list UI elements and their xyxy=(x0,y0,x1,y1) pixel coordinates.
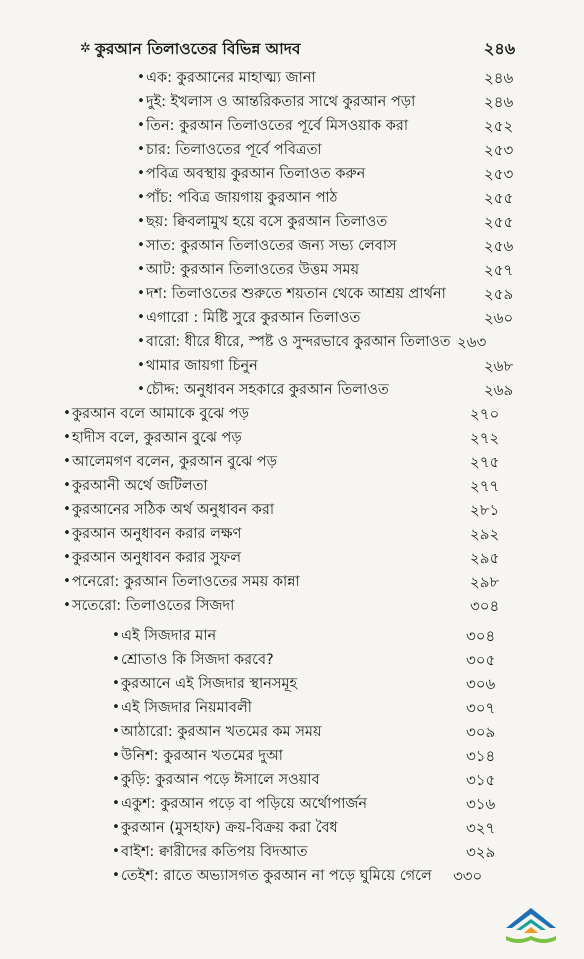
entry-title: কুরআনী অর্থে জটিলতা xyxy=(72,478,208,494)
entry-page-number: ২৯৫ xyxy=(470,549,500,567)
entry-title: পনেরো: কুরআন তিলাওতের সময় কান্না xyxy=(72,574,300,590)
bullet-icon: • xyxy=(63,454,71,469)
entry-title: কুরআনের সঠিক অর্থ অনুধাবন করা xyxy=(72,502,275,518)
entry-title: উনিশ: কুরআন খতমের দুআ xyxy=(121,748,283,764)
entry-title: এই সিজদার মান xyxy=(121,628,217,644)
toc-main-item xyxy=(0,450,584,474)
entry-title: থামার জায়গা চিনুন xyxy=(146,358,258,374)
entry-title: এক: কুরআনের মাহাত্ম্য জানা xyxy=(146,70,316,86)
entry-page-number: ৩১৪ xyxy=(466,747,496,765)
entry-page-number: ২৫৫ xyxy=(484,213,514,231)
toc-sub-item xyxy=(0,138,584,162)
bullet-icon: • xyxy=(137,334,145,349)
bullet-icon: • xyxy=(137,262,145,277)
toc-sub-item xyxy=(0,162,584,186)
entry-page-number: ২৭২ xyxy=(470,429,500,447)
bullet-icon: • xyxy=(63,478,71,493)
entry-title: ছয়: ক্বিবলামুখ হয়ে বসে কুরআন তিলাওত xyxy=(146,214,388,230)
toc-sub-item xyxy=(0,90,584,114)
toc-main-item xyxy=(0,594,584,618)
bullet-icon: • xyxy=(137,214,145,229)
entry-page-number: ৩০৪ xyxy=(470,597,500,615)
entry-title: কুরআন অনুধাবন করার সুফল xyxy=(72,550,242,566)
bullet-icon: • xyxy=(137,310,145,325)
entry-page-number: ২৭০ xyxy=(470,405,500,423)
entry-page-number: ২৫৭ xyxy=(484,261,514,279)
entry-title: তেইশ: রাতে অভ্যাসগত কুরআন না পড়ে ঘুমিয়ে গেলে xyxy=(121,868,432,884)
bullet-icon: • xyxy=(63,406,71,421)
entry-title: বারো: ধীরে ধীরে, স্পষ্ট ও সুন্দরভাবে কুরআন তিলাওত xyxy=(146,334,451,350)
entry-page-number: ২৬৯ xyxy=(484,381,514,399)
entry-page-number: ২৬৮ xyxy=(484,357,514,375)
bullet-icon: • xyxy=(63,430,71,445)
entry-title: বাইশ: ক্বারীদের কতিপয় বিদআত xyxy=(121,844,308,860)
entry-page-number: ২৫৫ xyxy=(484,189,514,207)
entry-title: কুরআনে এই সিজদার স্থানসমূহ xyxy=(121,676,298,692)
toc-sub-item xyxy=(0,186,584,210)
entry-page-number: ২৬৩ xyxy=(457,333,487,351)
entry-title: আঠারো: কুরআন খতমের কম সময় xyxy=(121,724,322,740)
entry-title: আলেমগণ বলেন, কুরআন বুঝে পড় xyxy=(72,454,278,470)
heading-page-number: ২৪৬ xyxy=(484,39,516,58)
bullet-icon: • xyxy=(112,868,120,883)
entry-page-number: ২৫৯ xyxy=(484,285,514,303)
entry-title: এই সিজদার নিয়মাবলী xyxy=(121,700,252,716)
entry-page-number: ৩৩০ xyxy=(453,867,483,885)
entry-page-number: ৩০৯ xyxy=(466,723,496,741)
toc-sajda-item xyxy=(0,720,584,744)
bullet-icon: • xyxy=(112,652,120,667)
entry-page-number: ২৭৫ xyxy=(470,453,500,471)
entry-title: দুই: ইখলাস ও আন্তরিকতার সাথে কুরআন পড়া xyxy=(146,94,416,110)
bullet-icon: • xyxy=(137,358,145,373)
entry-page-number: ২৫৩ xyxy=(484,141,514,159)
entry-page-number: ৩০৭ xyxy=(466,699,496,717)
entry-title: কুড়ি: কুরআন পড়ে ঈসালে সওয়াব xyxy=(121,772,320,788)
toc-sub-item xyxy=(0,114,584,138)
entry-page-number: ২৪৬ xyxy=(484,69,514,87)
entry-title: চার: তিলাওতের পূর্বে পবিত্রতা xyxy=(146,142,322,158)
toc-sub-item xyxy=(0,282,584,306)
bullet-icon: • xyxy=(137,94,145,109)
toc-sajda-item xyxy=(0,816,584,840)
toc-sub-item xyxy=(0,66,584,90)
entry-page-number: ২৫২ xyxy=(484,117,514,135)
heading-title: কুরআন তিলাওতের বিভিন্ন আদব xyxy=(95,40,301,58)
entry-page-number: ২৯৮ xyxy=(470,573,500,591)
toc-sajda-item xyxy=(0,864,584,888)
entry-title: চৌদ্দ: অনুধাবন সহকারে কুরআন তিলাওত xyxy=(146,382,389,398)
bullet-icon: • xyxy=(137,190,145,205)
bullet-icon: • xyxy=(63,550,71,565)
entry-title: কুরআন অনুধাবন করার লক্ষণ xyxy=(72,526,242,542)
toc-sub-item xyxy=(0,306,584,330)
toc-sajda-item xyxy=(0,768,584,792)
toc-sajda-item xyxy=(0,744,584,768)
entry-title: পাঁচ: পবিত্র জায়গায় কুরআন পাঠ xyxy=(146,190,338,206)
bullet-icon: • xyxy=(137,142,145,157)
entry-title: সতেরো: তিলাওতের সিজদা xyxy=(72,598,235,614)
bullet-icon: • xyxy=(112,628,120,643)
bullet-icon: • xyxy=(112,700,120,715)
toc-main-item xyxy=(0,426,584,450)
bullet-icon: • xyxy=(63,598,71,613)
toc-sajda-item xyxy=(0,696,584,720)
toc-sub-item xyxy=(0,354,584,378)
bullet-icon: • xyxy=(112,820,120,835)
toc-sajda-item xyxy=(0,792,584,816)
entry-title: হাদীস বলে, কুরআন বুঝে পড় xyxy=(72,430,242,446)
entry-page-number: ৩১৫ xyxy=(466,771,496,789)
toc-main-item xyxy=(0,570,584,594)
bullet-icon: • xyxy=(137,286,145,301)
entry-page-number: ৩০৬ xyxy=(466,675,496,693)
entry-page-number: ৩০৫ xyxy=(466,651,496,669)
entry-page-number: ২৯২ xyxy=(470,525,500,543)
entry-page-number: ২৬০ xyxy=(484,309,514,327)
bullet-icon: • xyxy=(137,118,145,133)
entry-title: একুশ: কুরআন পড়ে বা পড়িয়ে অর্থোপার্জন xyxy=(121,796,368,812)
toc-sub-item xyxy=(0,378,584,402)
bullet-icon: • xyxy=(112,676,120,691)
entry-title: শ্রোতাও কি সিজদা করবে? xyxy=(121,652,274,668)
entry-title: এগারো : মিষ্টি সুরে কুরআন তিলাওত xyxy=(146,310,361,326)
entry-page-number: ২৭৭ xyxy=(470,477,500,495)
bullet-icon: • xyxy=(137,166,145,181)
toc-sajda-item xyxy=(0,624,584,648)
publisher-logo xyxy=(500,902,562,946)
entry-page-number: ৩০৪ xyxy=(466,627,496,645)
bullet-icon: • xyxy=(137,238,145,253)
entry-page-number: ২৫৬ xyxy=(484,237,514,255)
entry-page-number: ২৫৩ xyxy=(484,165,514,183)
bullet-icon: • xyxy=(112,844,120,859)
entry-title: কুরআন (মুসহাফ) ক্রয়-বিক্রয় করা বৈধ xyxy=(121,820,338,836)
bullet-icon: • xyxy=(112,772,120,787)
toc-main-item xyxy=(0,546,584,570)
toc-main-item xyxy=(0,498,584,522)
toc-sajda-item xyxy=(0,840,584,864)
toc-sub-item xyxy=(0,258,584,282)
toc-main-item xyxy=(0,522,584,546)
toc-heading xyxy=(0,37,584,61)
entry-page-number: ৩১৬ xyxy=(466,795,496,813)
entry-page-number: ২৮১ xyxy=(470,501,500,519)
entry-title: আট: কুরআন তিলাওতের উত্তম সময় xyxy=(146,262,360,278)
entry-page-number: ৩২৯ xyxy=(466,843,496,861)
toc-sajda-item xyxy=(0,648,584,672)
bullet-icon: • xyxy=(63,574,71,589)
bullet-icon: • xyxy=(63,526,71,541)
entry-title: সাত: কুরআন তিলাওতের জন্য সভ্য লেবাস xyxy=(146,238,397,254)
entry-title: দশ: তিলাওতের শুরুতে শয়তান থেকে আশ্রয় প্রার্থনা xyxy=(146,286,446,302)
heading-marker: ✲ xyxy=(80,41,91,56)
entry-title: কুরআন বলে আমাকে বুঝে পড় xyxy=(72,406,250,422)
bullet-icon: • xyxy=(112,748,120,763)
toc-sajda-item xyxy=(0,672,584,696)
entry-page-number: ৩২৭ xyxy=(466,819,496,837)
toc-sub-item xyxy=(0,210,584,234)
entry-title: পবিত্র অবস্থায় কুরআন তিলাওত করুন xyxy=(146,166,366,182)
bullet-icon: • xyxy=(112,724,120,739)
bullet-icon: • xyxy=(112,796,120,811)
toc-main-item xyxy=(0,474,584,498)
toc-sub-item xyxy=(0,234,584,258)
bullet-icon: • xyxy=(63,502,71,517)
toc-main-item xyxy=(0,402,584,426)
bullet-icon: • xyxy=(137,70,145,85)
entry-page-number: ২৪৬ xyxy=(484,93,514,111)
bullet-icon: • xyxy=(137,382,145,397)
toc-sub-item xyxy=(0,330,584,354)
entry-title: তিন: কুরআন তিলাওতের পূর্বে মিসওয়াক করা xyxy=(146,118,409,134)
